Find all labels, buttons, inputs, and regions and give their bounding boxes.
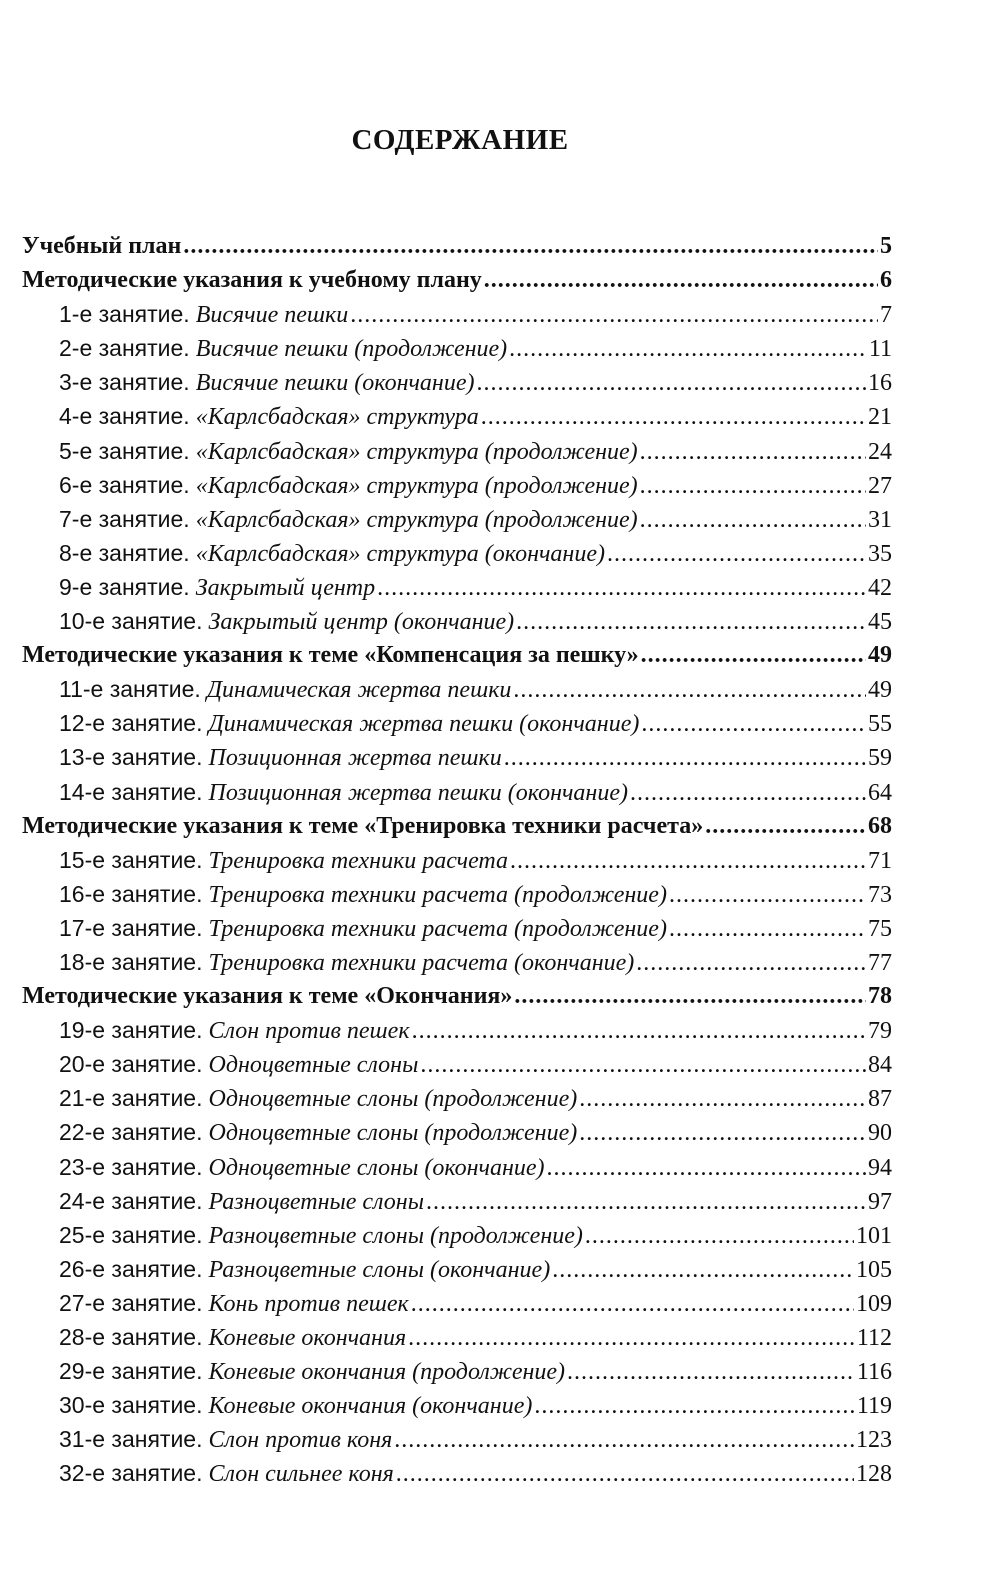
page-number: 27 [868,472,892,499]
toc-lesson-entry [22,1252,892,1286]
toc-lesson-entry [22,1422,892,1456]
toc-lesson-entry [22,1286,892,1320]
page-number: 77 [868,949,892,976]
lesson-title: Коневые окончания [208,1325,407,1351]
lesson-title: Слон против пешек [208,1018,410,1045]
toc-section-entry [22,638,892,672]
dot-leader [509,332,867,365]
page-title: СОДЕРЖАНИЕ [351,124,569,156]
lesson-title: «Карлсбадская» структура (продолжение) [195,506,638,533]
page-number: 31 [868,506,892,533]
toc-lesson-entry [22,399,892,433]
page-number: 112 [856,1325,892,1351]
page-number: 94 [868,1154,892,1181]
dot-leader [481,400,866,433]
dot-leader [394,1423,854,1456]
page-number: 90 [868,1120,892,1147]
toc-lesson-entry [22,502,892,536]
page-number: 42 [868,574,892,601]
toc-lesson-entry [22,604,892,638]
lesson-number: 7-е занятие. [59,505,190,532]
lesson-number: 24-е занятие. [59,1187,203,1214]
section-title: Учебный план [22,233,182,259]
dot-leader [640,503,866,536]
section-title: Методические указания к учебному плану [22,267,482,294]
dot-leader [183,229,878,263]
page-number: 87 [868,1086,892,1113]
page-number: 119 [856,1393,892,1420]
page-number: 97 [868,1188,892,1215]
toc-lesson-entry [22,1456,892,1490]
page-number: 21 [868,404,892,431]
lesson-number: 26-е занятие. [59,1255,203,1282]
toc-lesson-entry [22,843,892,877]
lesson-title: Висячие пешки (окончание) [195,370,475,397]
lesson-title: Динамическая жертва пешки (окончание) [208,711,640,738]
dot-leader [585,1219,854,1252]
page-number: 116 [856,1359,892,1386]
dot-leader [579,1082,866,1115]
dot-leader [640,469,866,502]
toc-section-entry [22,229,892,263]
lesson-number: 30-е занятие. [59,1392,203,1419]
lesson-number: 21-е занятие. [59,1085,203,1112]
dot-leader [476,366,866,399]
lesson-title: Слон сильнее коня [208,1461,394,1488]
toc-lesson-entry [22,706,892,740]
lesson-number: 11-е занятие. [59,676,201,703]
section-title: Методические указания к теме «Тренировка техники расчета» [22,812,704,839]
lesson-number: 28-е занятие. [59,1324,203,1350]
lesson-title: Тренировка техники расчета (продолжение) [208,881,667,908]
page-number: 128 [856,1461,892,1488]
lesson-title: Тренировка техники расчета [208,847,509,874]
page-number: 101 [856,1222,892,1249]
toc-lesson-entry [22,1388,892,1422]
dot-leader [426,1185,866,1218]
dot-leader [350,298,878,331]
toc-lesson-entry [22,434,892,468]
lesson-number: 16-е занятие. [59,880,203,907]
toc-lesson-entry [22,1354,892,1388]
toc-lesson-entry [22,1320,892,1354]
toc-lesson-entry [22,1013,892,1047]
lesson-number: 8-е занятие. [59,539,190,566]
page-number: 16 [868,370,892,397]
lesson-title: Закрытый центр (окончание) [208,609,515,636]
toc-lesson-entry [22,365,892,399]
toc-lesson-entry [22,1081,892,1115]
toc-lesson-entry [22,877,892,911]
page-number: 109 [856,1290,892,1317]
lesson-number: 4-е занятие. [59,403,190,430]
lesson-title: Разноцветные слоны [208,1188,424,1215]
dot-leader [607,537,866,570]
toc-lesson-entry [22,945,892,979]
lesson-title: Позиционная жертва пешки [208,745,502,772]
page-number: 11 [868,336,892,363]
lesson-number: 3-е занятие. [59,369,190,396]
page-number: 55 [868,711,892,738]
dot-leader [504,741,866,774]
lesson-title: «Карлсбадская» структура (продолжение) [195,472,638,499]
toc-section-entry [22,979,892,1013]
dot-leader [630,776,866,809]
lesson-title: Конь против пешек [208,1290,409,1317]
lesson-title: Разноцветные слоны (продолжение) [208,1222,583,1249]
lesson-title: Одноцветные слоны [208,1052,419,1079]
page-number: 79 [868,1018,892,1045]
dot-leader [534,1389,855,1422]
dot-leader [669,878,866,911]
dot-leader [396,1457,854,1490]
dot-leader [377,571,866,604]
lesson-title: Позиционная жертва пешки (окончание) [208,779,628,806]
dot-leader [510,844,866,877]
dot-leader [412,1014,866,1047]
lesson-number: 31-е занятие. [59,1426,203,1453]
lesson-number: 19-е занятие. [59,1017,203,1044]
page-number: 5 [880,233,892,259]
lesson-title: «Карлсбадская» структура (окончание) [195,540,605,567]
lesson-number: 15-е занятие. [59,846,203,873]
dot-leader [411,1287,854,1320]
lesson-title: Коневые окончания (продолжение) [208,1359,566,1386]
dot-leader [641,638,866,672]
lesson-number: 12-е занятие. [59,710,203,737]
page-number: 84 [868,1052,892,1079]
toc-lesson-entry [22,911,892,945]
dot-leader [567,1355,855,1388]
lesson-number: 13-е занятие. [59,744,203,771]
page-number: 6 [880,267,892,294]
toc-lesson-entry [22,672,892,706]
toc-lesson-entry [22,1184,892,1218]
lesson-title: Тренировка техники расчета (продолжение) [208,915,667,942]
lesson-title: Коневые окончания (окончание) [208,1393,533,1420]
lesson-title: Слон против коня [208,1427,393,1454]
dot-leader [641,707,866,740]
lesson-number: 2-е занятие. [59,335,190,362]
toc-lesson-entry [22,740,892,774]
dot-leader [513,673,866,706]
lesson-number: 14-е занятие. [59,778,203,805]
dot-leader [408,1321,855,1354]
lesson-number: 27-е занятие. [59,1289,203,1316]
page-number: 24 [868,438,892,465]
toc-section-entry [22,263,892,297]
lesson-number: 29-е занятие. [59,1358,203,1385]
dot-leader [552,1253,854,1286]
lesson-title: Одноцветные слоны (продолжение) [208,1120,578,1147]
lesson-title: Висячие пешки [195,302,349,329]
section-title: Методические указания к теме «Окончания» [22,983,513,1010]
lesson-number: 23-е занятие. [59,1153,203,1180]
toc-lesson-entry [22,775,892,809]
lesson-title: «Карлсбадская» структура (продолжение) [195,438,638,465]
toc-lesson-entry [22,1047,892,1081]
toc-lesson-entry [22,536,892,570]
dot-leader [579,1116,866,1149]
lesson-number: 6-е занятие. [59,471,190,498]
page-number: 64 [868,779,892,806]
dot-leader [640,435,866,468]
page-number: 71 [868,847,892,874]
lesson-title: «Карлсбадская» структура [195,404,479,431]
toc-lesson-entry [22,1150,892,1184]
lesson-number: 9-е занятие. [59,573,190,600]
lesson-title: Тренировка техники расчета (окончание) [208,949,635,976]
lesson-number: 22-е занятие. [59,1119,203,1146]
toc-lesson-entry [22,331,892,365]
lesson-title: Одноцветные слоны (окончание) [208,1154,545,1181]
lesson-number: 25-е занятие. [59,1221,203,1248]
toc-lesson-entry [22,468,892,502]
section-title: Методические указания к теме «Компенсация за пешку» [22,642,639,669]
lesson-title: Закрытый центр [195,574,376,601]
lesson-title: Динамическая жертва пешки [206,677,512,704]
page-number: 68 [868,812,892,839]
toc-lesson-entry [22,1115,892,1149]
toc-lesson-entry [22,1218,892,1252]
page-number: 59 [868,745,892,772]
table-of-contents [22,229,892,1490]
lesson-number: 17-е занятие. [59,914,203,941]
dot-leader [484,263,878,297]
page-number: 73 [868,881,892,908]
dot-leader [516,605,866,638]
page-number: 49 [868,642,892,669]
dot-leader [514,979,866,1013]
lesson-number: 1-е занятие. [59,301,190,328]
lesson-title: Одноцветные слоны (продолжение) [208,1086,578,1113]
dot-leader [636,946,866,979]
lesson-number: 5-е занятие. [59,437,190,464]
page-number: 45 [868,609,892,636]
lesson-number: 32-е занятие. [59,1460,203,1487]
dot-leader [669,912,866,945]
lesson-title: Разноцветные слоны (окончание) [208,1256,551,1283]
page-number: 7 [880,302,892,329]
page-number: 49 [868,677,892,704]
page-number: 35 [868,540,892,567]
lesson-number: 10-е занятие. [59,608,203,635]
page-number: 78 [868,983,892,1010]
page-number: 105 [856,1256,892,1283]
lesson-number: 18-е занятие. [59,948,203,975]
lesson-title: Висячие пешки (продолжение) [195,336,508,363]
dot-leader [547,1151,866,1184]
lesson-number: 20-е занятие. [59,1051,203,1078]
dot-leader [705,809,866,843]
toc-lesson-entry [22,570,892,604]
toc-lesson-entry [22,297,892,331]
toc-section-entry [22,809,892,843]
dot-leader [420,1048,866,1081]
page-number: 123 [856,1427,892,1454]
page-number: 75 [868,915,892,942]
